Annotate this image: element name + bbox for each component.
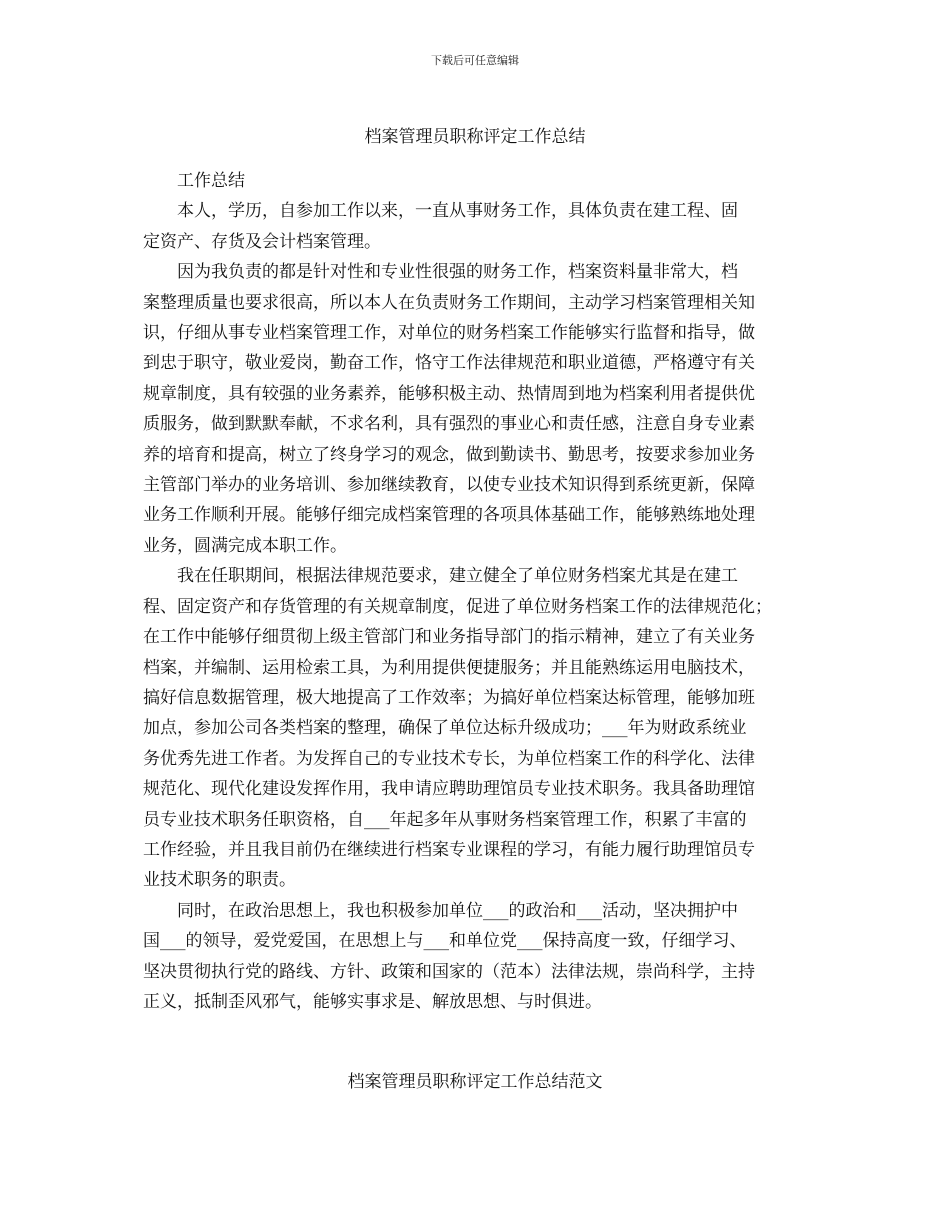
- paragraph-line: 我在任职期间，根据法律规范要求，建立健全了单位财务档案尤其是在建工: [177, 566, 738, 587]
- paragraph-line: 员专业技术职务任职资格，自___年起多年从事财务档案管理工作，积累了丰富的: [143, 809, 747, 830]
- paragraph-line: 搞好信息数据管理，极大地提高了工作效率；为搞好单位档案达标管理，能够加班: [143, 687, 755, 708]
- paragraph-1: [143, 196, 813, 257]
- paragraph-line: 加点，参加公司各类档案的整理，确保了单位达标升级成功；___年为财政系统业: [143, 718, 747, 739]
- subheading: 工作总结: [177, 171, 245, 191]
- paragraph-line: 案整理质量也要求很高，所以本人在负责财务工作期间，主动学习档案管理相关知: [143, 292, 755, 313]
- paragraph-line: 坚决贯彻执行党的路线、方针、政策和国家的（范本）法律法规，崇尚科学，主持: [143, 961, 755, 982]
- document-title: 档案管理员职称评定工作总结: [364, 127, 586, 147]
- paragraph-line: 定资产、存货及会计档案管理。: [143, 231, 381, 252]
- paragraph-line: 本人，学历，自参加工作以来，一直从事财务工作，具体负责在建工程、固: [177, 201, 738, 222]
- document-body: [143, 166, 813, 1017]
- paragraph-line: 识，仔细从事专业档案管理工作，对单位的财务档案工作能够实行监督和指导，做: [143, 323, 755, 344]
- paragraph-3: [143, 561, 813, 895]
- section-title: 档案管理员职称评定工作总结范文: [347, 1072, 603, 1092]
- paragraph-line: 档案，并编制、运用检索工具，为利用提供便捷服务；并且能熟练运用电脑技术，: [143, 657, 755, 678]
- paragraph-line: 业务工作顺利开展。能够仔细完成档案管理的各项具体基础工作，能够熟练地处理: [143, 505, 755, 526]
- header-note: 下载后可任意编辑: [431, 54, 519, 67]
- paragraph-line: 业务，圆满完成本职工作。: [143, 535, 347, 556]
- paragraph-line: 同时，在政治思想上，我也积极参加单位___的政治和___活动，坚决拥护中: [177, 900, 738, 921]
- paragraph-line: 正义，抵制歪风邪气，能够实事求是、解放思想、与时俱进。: [143, 991, 602, 1012]
- paragraph-line: 工作经验，并且我目前仍在继续进行档案专业课程的学习，有能力履行助理馆员专: [143, 839, 755, 860]
- paragraph-line: 因为我负责的都是针对性和专业性很强的财务工作，档案资料量非常大，档: [177, 262, 738, 283]
- paragraph-line: 主管部门举办的业务培训、参加继续教育，以使专业技术知识得到系统更新，保障: [143, 475, 755, 496]
- paragraph-line: 规范化、现代化建设发挥作用，我申请应聘助理馆员专业技术职务。我具备助理馆: [143, 779, 755, 800]
- paragraph-2: [143, 257, 813, 561]
- paragraph-line: 在工作中能够仔细贯彻上级主管部门和业务指导部门的指示精神，建立了有关业务: [143, 627, 755, 648]
- paragraph-line: 国___的领导，爱党爱国，在思想上与___和单位党___保持高度一致，仔细学习、: [143, 931, 747, 952]
- paragraph-4: [143, 896, 813, 1018]
- paragraph-line: 到忠于职守，敬业爱岗，勤奋工作，恪守工作法律规范和职业道德，严格遵守有关: [143, 353, 755, 374]
- paragraph-line: 规章制度，具有较强的业务素养，能够积极主动、热情周到地为档案利用者提供优: [143, 383, 755, 404]
- paragraph-line: 程、固定资产和存货管理的有关规章制度，促进了单位财务档案工作的法律规范化；: [143, 596, 772, 617]
- paragraph-line: 养的培育和提高，树立了终身学习的观念，做到勤读书、勤思考，按要求参加业务: [143, 444, 755, 465]
- paragraph-line: 质服务，做到默默奉献，不求名利，具有强烈的事业心和责任感，注意自身专业素: [143, 414, 755, 435]
- paragraph-line: 务优秀先进工作者。为发挥自己的专业技术专长，为单位档案工作的科学化、法律: [143, 748, 755, 769]
- paragraph-line: 业技术职务的职责。: [143, 870, 296, 891]
